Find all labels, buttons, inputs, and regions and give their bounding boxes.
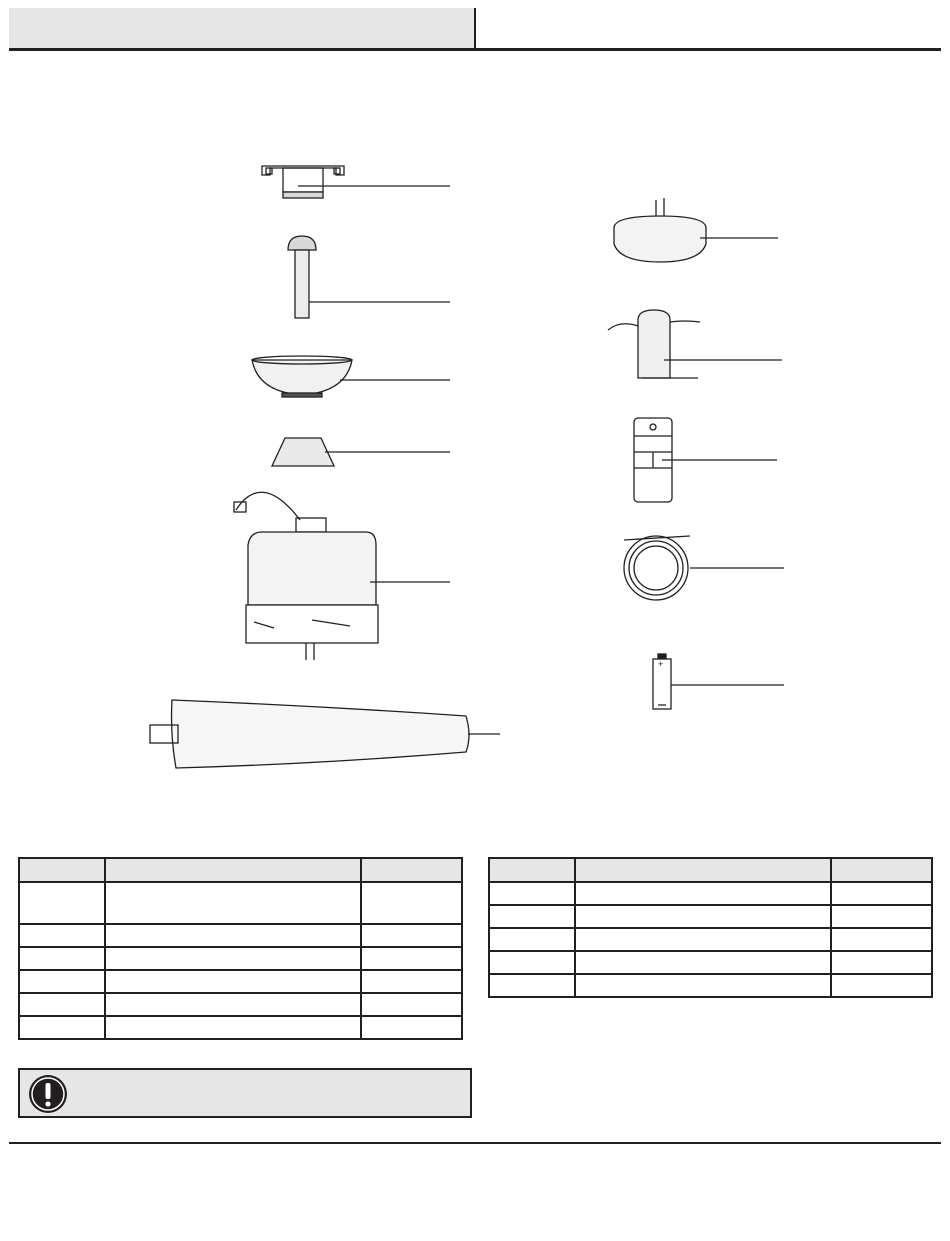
table-row bbox=[489, 974, 932, 997]
table-row bbox=[19, 993, 462, 1016]
table-cell bbox=[105, 947, 361, 970]
svg-text:+: + bbox=[658, 659, 664, 669]
table-cell bbox=[19, 947, 105, 970]
downrod-icon bbox=[288, 236, 450, 318]
table-row bbox=[19, 947, 462, 970]
table-cell bbox=[831, 905, 932, 928]
table-cell bbox=[105, 970, 361, 993]
motor-assembly-icon bbox=[234, 492, 450, 660]
table-cell bbox=[105, 882, 361, 924]
table-cell bbox=[575, 882, 831, 905]
table-cell bbox=[361, 882, 462, 924]
table-row bbox=[489, 905, 932, 928]
table-cell bbox=[831, 882, 932, 905]
table-header-part bbox=[19, 858, 105, 882]
fan-blade-icon bbox=[150, 700, 500, 768]
table-cell bbox=[105, 924, 361, 947]
table-cell bbox=[105, 993, 361, 1016]
table-cell bbox=[361, 947, 462, 970]
table-cell bbox=[489, 882, 575, 905]
table-cell bbox=[831, 928, 932, 951]
table-header-quantity bbox=[831, 858, 932, 882]
table-cell bbox=[19, 882, 105, 924]
wire-coil-icon bbox=[624, 536, 784, 600]
parts-table-left bbox=[18, 857, 463, 1040]
table-cell bbox=[361, 1016, 462, 1039]
table-cell bbox=[489, 905, 575, 928]
table-cell bbox=[19, 993, 105, 1016]
canopy-icon bbox=[252, 356, 450, 397]
table-cell bbox=[575, 974, 831, 997]
battery-icon bbox=[653, 654, 784, 709]
table-header-description bbox=[575, 858, 831, 882]
table-cell bbox=[575, 905, 831, 928]
receiver-icon bbox=[608, 310, 782, 378]
parts-table-right bbox=[488, 857, 933, 998]
table-row bbox=[19, 1016, 462, 1039]
remote-control-icon bbox=[634, 418, 777, 502]
coupling-cover-icon bbox=[272, 438, 450, 466]
table-header-part bbox=[489, 858, 575, 882]
table-cell bbox=[489, 951, 575, 974]
table-cell bbox=[361, 993, 462, 1016]
warning-note bbox=[18, 1068, 472, 1118]
table-cell bbox=[361, 924, 462, 947]
table-cell bbox=[575, 928, 831, 951]
table-cell bbox=[361, 970, 462, 993]
table-row bbox=[19, 882, 462, 924]
table-cell bbox=[831, 974, 932, 997]
table-cell bbox=[575, 951, 831, 974]
table-cell bbox=[19, 1016, 105, 1039]
exclamation-icon bbox=[28, 1074, 68, 1114]
table-cell bbox=[19, 924, 105, 947]
mounting-bracket-icon bbox=[262, 166, 450, 198]
table-row bbox=[489, 951, 932, 974]
table-header-description bbox=[105, 858, 361, 882]
table-row bbox=[19, 924, 462, 947]
table-row bbox=[19, 970, 462, 993]
table-cell bbox=[489, 974, 575, 997]
light-kit-icon bbox=[614, 198, 778, 262]
table-cell bbox=[831, 951, 932, 974]
table-cell bbox=[489, 928, 575, 951]
table-cell bbox=[105, 1016, 361, 1039]
table-row bbox=[489, 928, 932, 951]
table-header-quantity bbox=[361, 858, 462, 882]
footer-rule bbox=[9, 1142, 941, 1144]
table-row bbox=[489, 882, 932, 905]
table-cell bbox=[19, 970, 105, 993]
